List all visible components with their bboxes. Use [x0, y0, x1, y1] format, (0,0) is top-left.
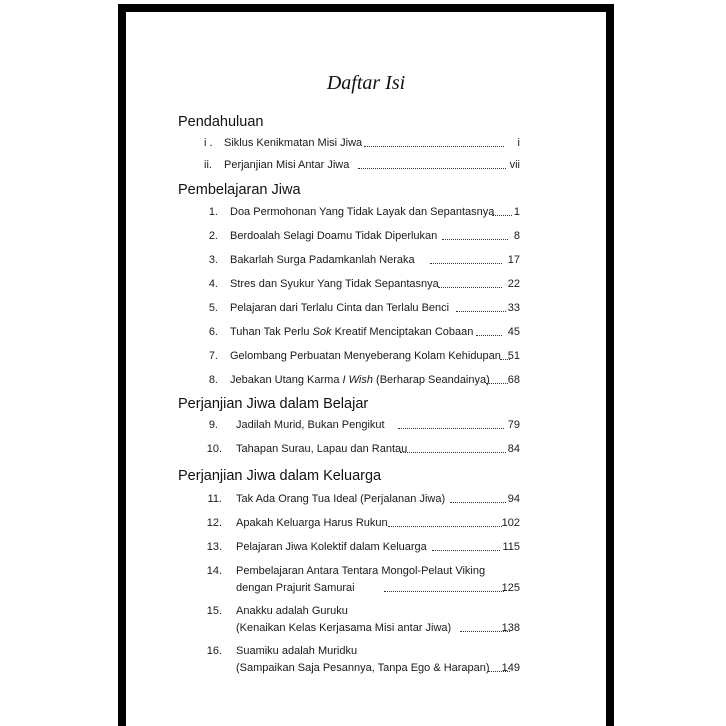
toc-entry-title [230, 325, 473, 339]
toc-entry-title-italic: Sok [312, 326, 332, 338]
section-heading-perjanjian-jiwa-dalam-keluarga: Perjanjian Jiwa dalam Keluarga [178, 468, 382, 484]
toc-entry [126, 158, 606, 182]
toc-entry-title-part: Kreatif Menciptakan Cobaan [331, 326, 474, 338]
toc-entry-page: 94 [507, 493, 520, 505]
toc-entry-page: i [517, 137, 520, 149]
dot-leader [384, 591, 504, 592]
toc-entry-number: i . [204, 137, 213, 149]
toc-entry [126, 205, 606, 229]
toc-entry-title: Pembelajaran Antara Tentara Mongol-Pelaut Viking [236, 565, 486, 577]
dot-leader [400, 452, 506, 453]
toc-entry-page: 125 [501, 582, 520, 594]
toc-entry-number: 14. [206, 565, 222, 577]
section-heading-pembelajaran-jiwa: Pembelajaran Jiwa [178, 182, 301, 198]
toc-entry [126, 604, 606, 642]
toc-entry-title: Pelajaran dari Terlalu Cinta dan Terlalu Benci [230, 302, 450, 314]
dot-leader [358, 168, 506, 169]
toc-entry-number: 10. [206, 443, 222, 455]
toc-entry-number: 4. [208, 278, 218, 290]
toc-entry-number: 5. [208, 302, 218, 314]
toc-entry-page: 8 [513, 230, 520, 242]
toc-entry-number: ii. [204, 159, 212, 171]
toc-entry-page: 17 [507, 254, 520, 266]
toc-entry-page: 79 [507, 419, 520, 431]
toc-entry [126, 253, 606, 277]
toc-entry-title: Anakku adalah Guruku [236, 605, 348, 617]
toc-entry [126, 516, 606, 540]
toc-entry [126, 418, 606, 442]
dot-leader [388, 526, 502, 527]
book-page [126, 12, 606, 726]
toc-entry-page: vii [509, 159, 520, 171]
toc-entry-subtitle: (Kenaikan Kelas Kerjasama Misi antar Jiwa) [236, 622, 452, 634]
toc-entry-subtitle: dengan Prajurit Samurai [236, 582, 355, 594]
toc-entry-number: 9. [208, 419, 218, 431]
toc-entry-title: Perjanjian Misi Antar Jiwa [224, 159, 350, 171]
toc-entry [126, 644, 606, 682]
toc-entry-title: Siklus Kenikmatan Misi Jiwa [224, 137, 363, 149]
toc-entry-title-part: (Berharap Seandainya) [372, 374, 490, 386]
dot-leader [442, 239, 508, 240]
toc-entry-number: 7. [208, 350, 218, 362]
toc-entry-number: 2. [208, 230, 218, 242]
toc-entry-page: 84 [507, 443, 520, 455]
toc-entry-title: Doa Permohonan Yang Tidak Layak dan Sepantasnya [230, 206, 495, 218]
toc-entry-title: Tak Ada Orang Tua Ideal (Perjalanan Jiwa) [236, 493, 446, 505]
dot-leader [492, 215, 512, 216]
toc-entry [126, 325, 606, 349]
toc-entry-page: 138 [501, 622, 520, 634]
toc-entry-number: 12. [206, 517, 222, 529]
toc-entry-title: Berdoalah Selagi Doamu Tidak Diperlukan [230, 230, 438, 242]
toc-entry [126, 349, 606, 373]
toc-entry-title: Apakah Keluarga Harus Rukun [236, 517, 388, 529]
dot-leader [456, 311, 506, 312]
toc-entry-title [230, 373, 490, 387]
toc-entry-page: 51 [507, 350, 520, 362]
toc-entry-number: 11. [207, 493, 222, 505]
toc-entry-number: 13. [206, 541, 222, 553]
section-heading-perjanjian-jiwa-dalam-belajar: Perjanjian Jiwa dalam Belajar [178, 396, 369, 412]
toc-entry-title: Stres dan Syukur Yang Tidak Sepantasnya [230, 278, 439, 290]
toc-entry-number: 6. [208, 326, 218, 338]
toc-entry-page: 1 [513, 206, 520, 218]
toc-entry-page: 68 [507, 374, 520, 386]
toc-entry [126, 229, 606, 253]
section-heading-pendahuluan: Pendahuluan [178, 114, 264, 130]
dot-leader [476, 335, 502, 336]
toc-entry [126, 442, 606, 466]
dot-leader [486, 383, 508, 384]
dot-leader [364, 146, 504, 147]
dot-leader [450, 502, 506, 503]
toc-entry-page: 22 [507, 278, 520, 290]
toc-entry-title-italic: I Wish [342, 374, 373, 386]
toc-entry-page: 149 [501, 662, 520, 674]
toc-entry [126, 540, 606, 564]
toc-entry-title: Jadilah Murid, Bukan Pengikut [236, 419, 385, 431]
toc-entry-page: 115 [502, 541, 520, 553]
toc-entry [126, 373, 606, 397]
toc-entry [126, 492, 606, 516]
page-title: Daftar Isi [326, 72, 406, 94]
toc-entry-page: 102 [501, 517, 520, 529]
toc-entry-title: Pelajaran Jiwa Kolektif dalam Keluarga [236, 541, 427, 553]
toc-entry-number: 8. [208, 374, 218, 386]
toc-entry-page: 45 [507, 326, 520, 338]
toc-entry-number: 16. [206, 645, 222, 657]
dot-leader [438, 287, 502, 288]
toc-entry-title: Gelombang Perbuatan Menyeberang Kolam Kehidupan [230, 350, 501, 362]
toc-entry-title: Bakarlah Surga Padamkanlah Neraka [230, 254, 415, 266]
dot-leader [430, 263, 502, 264]
toc-entry-title-part: Jebakan Utang Karma [230, 374, 343, 386]
toc-entry-title-part: Tuhan Tak Perlu [230, 326, 313, 338]
toc-entry [126, 301, 606, 325]
toc-entry [126, 136, 606, 160]
toc-entry-number: 3. [208, 254, 218, 266]
toc-entry-number: 1. [208, 206, 218, 218]
toc-entry [126, 564, 606, 602]
toc-entry [126, 277, 606, 301]
toc-entry-page: 33 [507, 302, 520, 314]
toc-entry-number: 15. [206, 605, 222, 617]
toc-entry-subtitle: (Sampaikan Saja Pesannya, Tanpa Ego & Harapan) [236, 662, 490, 674]
dot-leader [432, 550, 500, 551]
toc-entry-title: Suamiku adalah Muridku [236, 645, 358, 657]
dot-leader [398, 428, 504, 429]
toc-entry-title: Tahapan Surau, Lapau dan Rantau [236, 443, 408, 455]
